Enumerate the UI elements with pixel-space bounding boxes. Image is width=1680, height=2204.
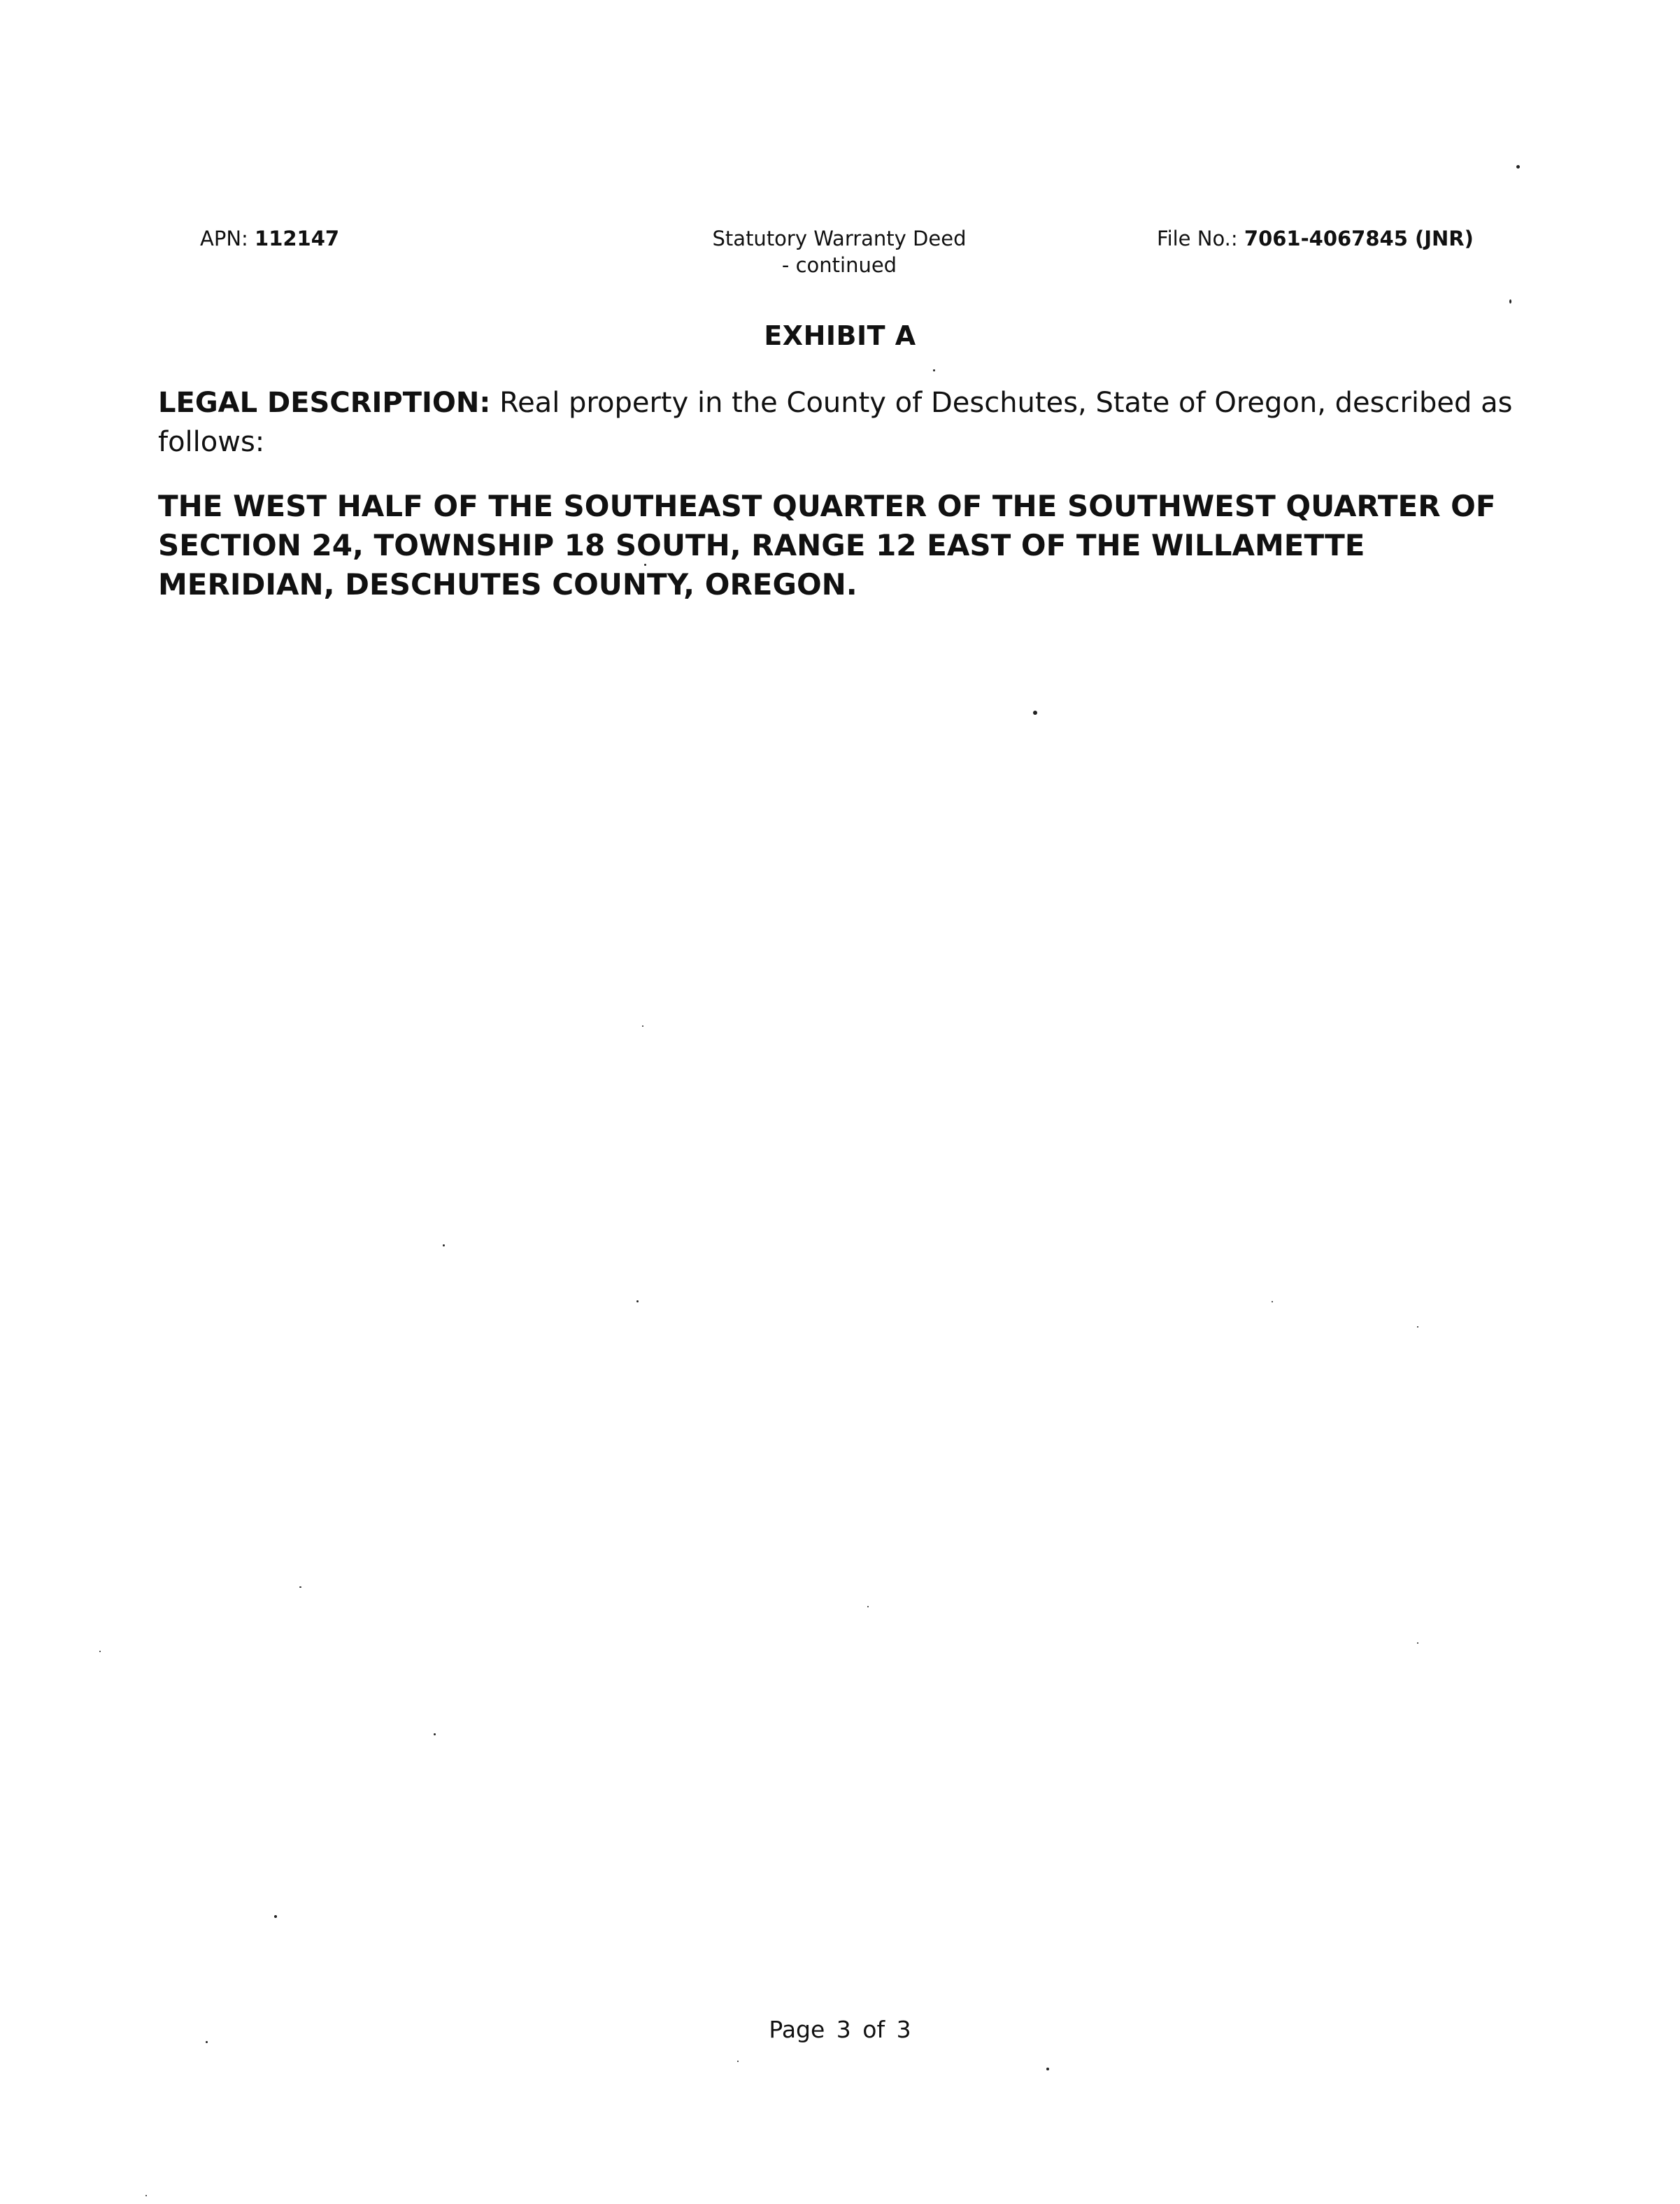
scan-speck <box>1516 165 1520 169</box>
scan-speck <box>1272 1301 1273 1302</box>
scan-speck <box>1417 1642 1418 1644</box>
apn-value: 112147 <box>255 227 340 250</box>
scan-speck <box>933 369 935 371</box>
scan-speck <box>145 2195 147 2196</box>
document-title-line1: Statutory Warranty Deed <box>712 227 967 250</box>
scan-speck <box>434 1733 436 1735</box>
document-title <box>629 225 1049 278</box>
scan-speck <box>737 2061 739 2062</box>
legal-description <box>158 383 1522 462</box>
scan-speck <box>642 1025 643 1027</box>
legal-description-text: Real property in the County of Deschutes, State of Oregon, described as follows: <box>158 387 1513 458</box>
scan-speck <box>443 1244 445 1246</box>
exhibit-title: EXHIBIT A <box>764 320 916 351</box>
page-number: Page 3 of 3 <box>769 2016 911 2043</box>
apn-field <box>200 225 339 252</box>
scan-speck <box>99 1651 101 1652</box>
scan-speck <box>299 1586 301 1588</box>
document-title-line2: - continued <box>781 253 897 277</box>
property-description: THE WEST HALF OF THE SOUTHEAST QUARTER OF THE SOUTHWEST QUARTER OF SECTION 24, TOWNSHIP 18 SOUTH, RANGE 12 EAST OF THE WILLAMETTE MERIDIAN, DESCHUTES COUNTY, OREGON. <box>158 489 1496 602</box>
file-number-field <box>1157 225 1474 252</box>
file-number-label: File No.: <box>1157 227 1238 250</box>
scan-speck <box>1417 1326 1418 1328</box>
scan-speck <box>206 2041 208 2043</box>
scan-speck <box>636 1300 639 1302</box>
scan-speck <box>1046 2068 1049 2070</box>
scan-speck <box>1509 299 1511 304</box>
scan-speck <box>867 1606 869 1607</box>
scan-speck <box>1033 711 1037 715</box>
legal-description-label: LEGAL DESCRIPTION: <box>158 387 491 419</box>
scan-speck <box>274 1915 277 1918</box>
scan-speck <box>644 564 646 566</box>
file-number-value: 7061-4067845 (JNR) <box>1244 227 1474 250</box>
apn-label: APN: <box>200 227 248 250</box>
